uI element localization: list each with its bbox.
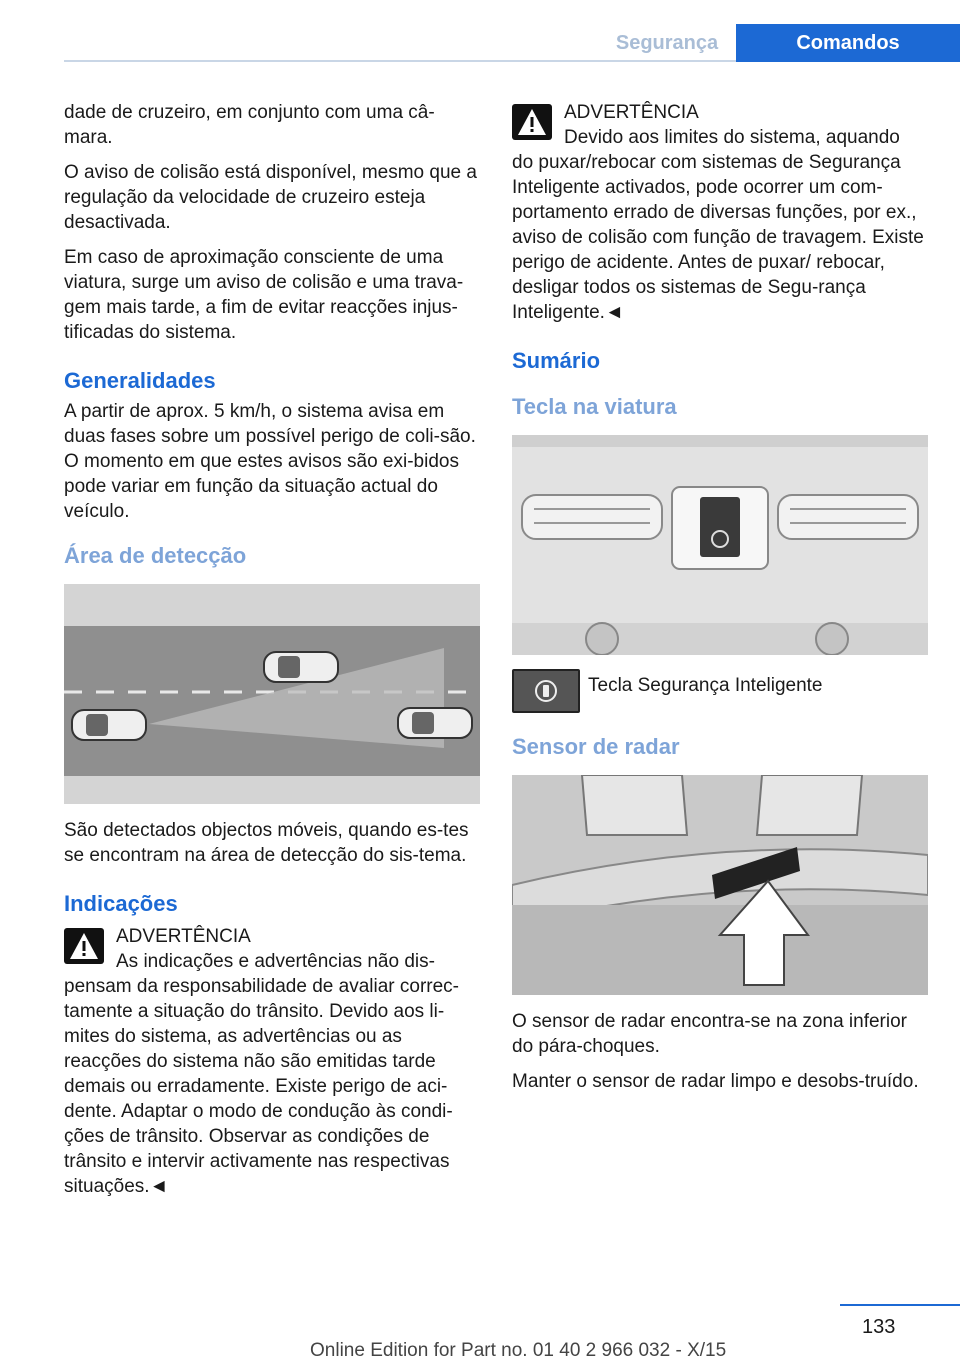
warning-text-rest: do puxar/rebocar com sistemas de Segurança Inteligente activados, pode ocorrer um com-portamento errado de diversas funções, por ex., aviso de colisão com função de travagem. Existe perigo de acidente. Antes de puxar/ rebocar, desligar todos os sistemas de Segu-rança Inteligente.◄ — [512, 152, 924, 323]
header-chapter-tab[interactable]: Comandos — [736, 24, 960, 62]
warning-block — [64, 924, 480, 1199]
dashboard-button-photo — [512, 435, 928, 655]
paragraph: Manter o sensor de radar limpo e desobs-truído. — [512, 1071, 919, 1092]
heading-sumario: Sumário — [512, 348, 601, 373]
radar-sensor-photo — [512, 775, 928, 995]
paragraph: A partir de aprox. 5 km/h, o sistema avisa em duas fases sobre um possível perigo de coli-são. O momento em que estes avisos são exi-bidos pode variar em função da situação actual do veículo. — [64, 401, 476, 522]
heading-generalidades: Generalidades — [64, 368, 216, 393]
warning-text-rest: pensam da responsabilidade de avaliar correc-tamente a situação do trânsito. Devido aos li-mites do sistema, as advertências ou as reacções do sistema não são emitidas tarde demais ou erradamente. Existe perigo de aci-dente. Adaptar o modo de condução às condi-ções de trânsito. Observar as condições de trânsito e intervir activamente nas respectivas situações.◄ — [64, 976, 460, 1197]
right-column — [512, 100, 928, 1104]
page-number: 133 — [862, 1316, 896, 1338]
paragraph: dade de cruzeiro, em conjunto com uma câ-mara. — [64, 102, 435, 148]
detection-area-illustration — [64, 584, 480, 804]
warning-block — [512, 100, 928, 325]
warning-title: ADVERTÊNCIA — [564, 102, 699, 123]
paragraph: O aviso de colisão está disponível, mesmo que a regulação da velocidade de cruzeiro esteja desactivada. — [64, 162, 477, 233]
paragraph: O sensor de radar encontra-se na zona inferior do pára-choques. — [512, 1011, 907, 1057]
intelligent-safety-key-icon — [512, 669, 580, 713]
heading-indicacoes: Indicações — [64, 891, 178, 916]
warning-triangle-icon — [512, 104, 552, 140]
key-legend — [512, 669, 928, 713]
left-column — [64, 100, 480, 1199]
warning-title: ADVERTÊNCIA — [116, 926, 251, 947]
key-label: Tecla Segurança Inteligente — [588, 675, 823, 696]
heading-tecla: Tecla na viatura — [512, 394, 677, 419]
heading-area-deteccao: Área de detecção — [64, 543, 247, 568]
header-section-tab[interactable]: Segurança — [615, 32, 719, 54]
paragraph: Em caso de aproximação consciente de uma viatura, surge um aviso de colisão e uma trava-gem mais tarde, a fim de evitar reacções injus-tificadas do sistema. — [64, 247, 464, 343]
edition-note: Online Edition for Part no. 01 40 2 966 032 - X/15 — [310, 1340, 727, 1361]
warning-triangle-icon — [64, 928, 104, 964]
paragraph: São detectados objectos móveis, quando es-tes se encontram na área de detecção do sis-tema. — [64, 820, 469, 866]
warning-text-first: Devido aos limites do sistema, aquando — [564, 127, 900, 148]
heading-sensor: Sensor de radar — [512, 734, 680, 759]
warning-text-first: As indicações e advertências não dis- — [116, 951, 435, 972]
footer-rule — [840, 1304, 960, 1306]
